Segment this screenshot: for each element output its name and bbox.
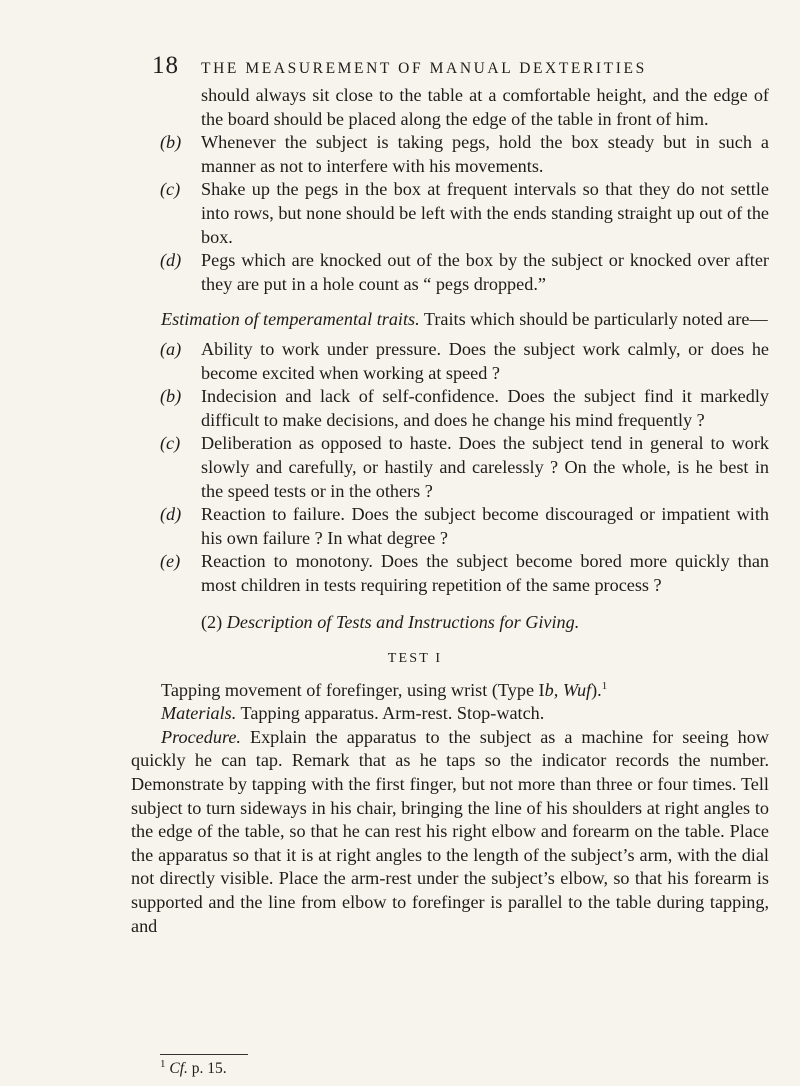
procedure-paragraph [131,726,769,938]
item-text: Shake up the pegs in the box at frequent intervals so that they do not settle into rows, but none should be left with the ends standing straight up out of the box. [201,179,769,247]
section-heading [201,611,800,635]
footnote-text: p. 15. [187,1060,227,1077]
item-marker: (d) [160,250,182,271]
trait-item-e [160,550,769,597]
item-marker: (b) [160,386,182,407]
trait-item-c [160,432,769,503]
item-text: Indecision and lack of self-confidence. Does the subject find it markedly difficult to make decisions, and does he change his mind frequently ? [201,386,769,430]
item-text: Pegs which are knocked out of the box by the subject or knocked over after they are put in a hole count as “ pegs dropped.” [201,250,769,294]
item-marker: (a) [160,338,182,359]
estimation-heading: Estimation of temperamental traits. [161,309,420,330]
footnote-ref: 1 [601,679,608,692]
materials-label: Materials. [161,703,237,724]
item-text: Reaction to monotony. Does the subject become bored more quickly than most children in tests requiring repetition of the same process ? [201,551,769,595]
instruction-item-d [160,249,769,296]
test-label: TEST I [387,651,443,667]
item-marker: (c) [160,179,181,200]
item-text: Whenever the subject is taking pegs, hold the box steady but in such a manner as not to interfere with his movements. [201,132,769,176]
footnote-rule [160,1054,248,1055]
section-number: (2) [201,612,223,633]
item-marker: (d) [160,504,182,525]
materials-paragraph [131,702,769,726]
running-title: THE MEASUREMENT OF MANUAL DEXTERITIES [201,60,647,77]
footnote-cf: Cf. [169,1060,188,1077]
test-intro-text: Tapping movement of forefinger, using wrist (Type I [161,679,545,700]
procedure-label: Procedure. [161,726,241,747]
trait-item-a [160,338,769,385]
instruction-item-b [160,131,769,178]
page-header [0,46,800,86]
continuation-paragraph: should always sit close to the table at a comfortable height, and the edge of the board should be placed along the edge of the table in front of him. [201,85,769,129]
footnote [160,1057,227,1078]
estimation-intro: Traits which should be particularly noted are— [419,309,768,330]
trait-item-d [160,503,769,550]
trait-item-b [160,385,769,432]
item-text: Deliberation as opposed to haste. Does the subject tend in general to work slowly and carefully, or hastily and carelessly ? On the whole, is he best in the speed tests or in the others ? [201,433,769,501]
estimation-paragraph [131,308,769,332]
section-title: Description of Tests and Instructions for Giving. [226,612,580,633]
materials-text: Tapping apparatus. Arm-rest. Stop-watch. [236,703,545,724]
item-marker: (b) [160,132,182,153]
item-marker: (c) [160,433,181,454]
test-type: b, Wuf [544,679,592,700]
test-intro-end: ). [591,679,602,700]
test-intro [131,679,769,703]
footnote-number: 1 [160,1057,166,1070]
page-body [0,84,800,938]
item-marker: (e) [160,551,181,572]
item-text: Ability to work under pressure. Does the subject work calmly, or does he become excited when working at speed ? [201,338,769,383]
procedure-text: Explain the apparatus to the subject as a machine for seeing how quickly he can tap. Remark that as he taps so the indicator records the number. Demonstrate by tapping with the first finger, but not more than three or four times. Tell subject to turn sideways in his chair, bringing the line of his shoulders at right angles to the edge of the table, so that he can rest his right elbow and forearm on the table. Place the apparatus so that it is at right angles to the length of the subject’s arm, with the dial not directly visible. Place the arm-rest under the subject’s elbow, so that his forearm is supported and the line from elbow to forefinger is parallel to the table during tapping, and [131,726,769,936]
instruction-item-c [160,178,769,249]
page-number: 18 [152,52,179,79]
item-text: Reaction to failure. Does the subject become discouraged or impatient with his own failure ? In what degree ? [201,504,769,548]
